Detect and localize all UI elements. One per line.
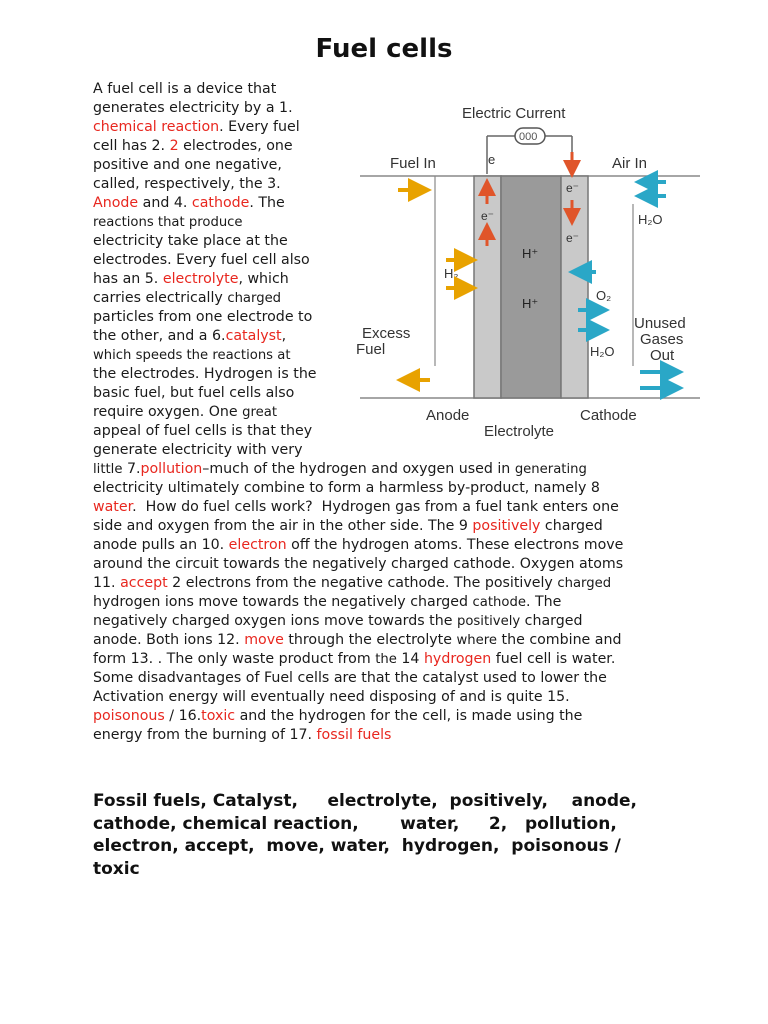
paragraph-text: –much of the hydrogen and oxygen used in: [202, 461, 515, 477]
paragraph-text: charged: [227, 291, 282, 306]
paragraph-text: ,: [281, 328, 287, 344]
unused-gases-label-3: Out: [650, 347, 675, 364]
answer-text: 2: [169, 138, 179, 154]
paragraph-text: the electrodes. Hydrogen is the basic fuel, but fuel cells also require oxygen. One: [93, 366, 317, 420]
paragraph-text: charged anode pulls an 10.: [93, 518, 603, 553]
paragraph-text: the: [375, 652, 397, 667]
answer-text: electrolyte: [162, 271, 239, 287]
answer-text: cathode: [191, 195, 250, 211]
paragraph-text: where: [456, 633, 498, 648]
paragraph-text: , which carries electrically: [93, 271, 289, 306]
answer-text: water: [93, 499, 133, 515]
paragraph-text: which speeds the reactions at: [93, 348, 291, 363]
h-plus-label: H⁺: [522, 246, 539, 261]
answer-text: fossil fuels: [316, 727, 392, 743]
excess-fuel-label-1: Excess: [362, 325, 411, 342]
paragraph-text: appeal of fuel cells is that they generate electricity with very: [93, 423, 313, 458]
paragraph-text: . How do fuel cells work? Hydrogen gas from a fuel tank enters one side and oxygen from the air in the other side. The 9: [93, 499, 619, 534]
unused-gases-label-2: Gases: [640, 331, 684, 348]
e-minus-top-left: e: [488, 152, 496, 167]
answer-text: chemical reaction: [93, 119, 220, 135]
paragraph-text: A fuel cell is a device that generates electricity by a 1.: [93, 81, 293, 116]
h2o-top-label: H₂O: [638, 212, 663, 227]
paragraph-text: charged anode. Both ions 12.: [93, 613, 583, 648]
paragraph-text: electrodes, one positive and one negative, called, respectively, the 3.: [93, 138, 293, 192]
paragraph-text: charged: [557, 576, 612, 591]
paragraph-text: the combine and form 13. . The only waste product from: [93, 632, 622, 667]
e-minus-cathode: e⁻: [566, 181, 580, 195]
paragraph-text: . The negatively charged oxygen ions move towards the: [93, 594, 562, 629]
answer-text: catalyst: [225, 328, 282, 344]
anode-label: Anode: [426, 407, 470, 424]
h2o-bottom-label: H₂O: [590, 344, 615, 359]
paragraph-text: . Every fuel cell has 2.: [93, 119, 300, 154]
paragraph-text: and the hydrogen for the cell, is made using the energy from the burning of 17.: [93, 708, 583, 743]
answer-text: hydrogen: [423, 651, 492, 667]
page-title: Fuel cells: [315, 34, 453, 64]
paragraph-text: particles from one electrode to the other, and a 6.: [93, 309, 313, 344]
electrolyte-membrane: [501, 176, 561, 398]
answer-text: poisonous: [93, 708, 165, 724]
paragraph-text: 7.: [122, 461, 141, 477]
paragraph-text: little: [93, 462, 123, 477]
load-coil: 000: [519, 131, 538, 143]
paragraph-text: positively: [456, 614, 521, 629]
o2-label: O₂: [596, 288, 612, 303]
fuel-in-label: Fuel In: [390, 155, 436, 172]
paragraph-text: electricity take place at the electrodes. Every fuel cell also has an 5.: [93, 233, 310, 287]
unused-gases-label-1: Unused: [634, 315, 686, 332]
fuel-cell-diagram: [350, 96, 720, 446]
paragraph-text: electricity ultimately combine to form a harmless by-product, namely 8: [93, 480, 600, 496]
e-minus-anode: e⁻: [481, 209, 495, 223]
paragraph-text: . The: [249, 195, 285, 211]
excess-fuel-label-2: Fuel: [356, 341, 386, 358]
electrolyte-label: Electrolyte: [484, 423, 555, 440]
paragraph-text: generating: [514, 462, 587, 477]
answer-text: toxic: [201, 708, 236, 724]
answer-text: accept: [120, 575, 168, 591]
paragraph-text: 2 electrons from the negative cathode. The positively: [167, 575, 558, 591]
paragraph-text: cathode: [472, 595, 526, 610]
h-plus-label-2: H⁺: [522, 296, 539, 311]
air-in-label: Air In: [612, 155, 648, 172]
paragraph-text: fuel cell is water. Some disadvantages of Fuel cells are that the catalyst used to lower the Activation energy will eventually need disposing of and is quite 15.: [93, 651, 616, 705]
paragraph-text: 14: [396, 651, 424, 667]
cathode-plate: [561, 176, 588, 398]
paragraph-text: off the hydrogen atoms. These electrons move around the circuit towards the negatively charged cathode. Oxygen atoms 11.: [93, 537, 624, 591]
paragraph-text: hydrogen ions move towards the negatively charged: [93, 594, 469, 610]
paragraph-text: great: [242, 405, 278, 420]
answer-text: pollution: [140, 461, 203, 477]
h2-label: H₂: [444, 266, 459, 281]
answer-text: positively: [472, 518, 541, 534]
answer-text: electron: [228, 537, 287, 553]
word-bank: Fossil fuels, Catalyst, electrolyte, positively, anode, cathode, chemical reaction, water, 2, pollution, electron, accept, move, water, hydrogen, poisonous / toxic: [93, 791, 638, 879]
cathode-label: Cathode: [580, 407, 637, 424]
paragraph-text: through the electrolyte: [283, 632, 457, 648]
answer-text: Anode: [93, 195, 139, 211]
paragraph-text: reactions that produce: [93, 215, 243, 230]
paragraph-text: and 4.: [138, 195, 192, 211]
electric-current-label: Electric Current: [462, 105, 566, 122]
paragraph-text: / 16.: [164, 708, 202, 724]
answer-text: move: [244, 632, 284, 648]
e-minus-cathode-2: e⁻: [566, 231, 580, 245]
